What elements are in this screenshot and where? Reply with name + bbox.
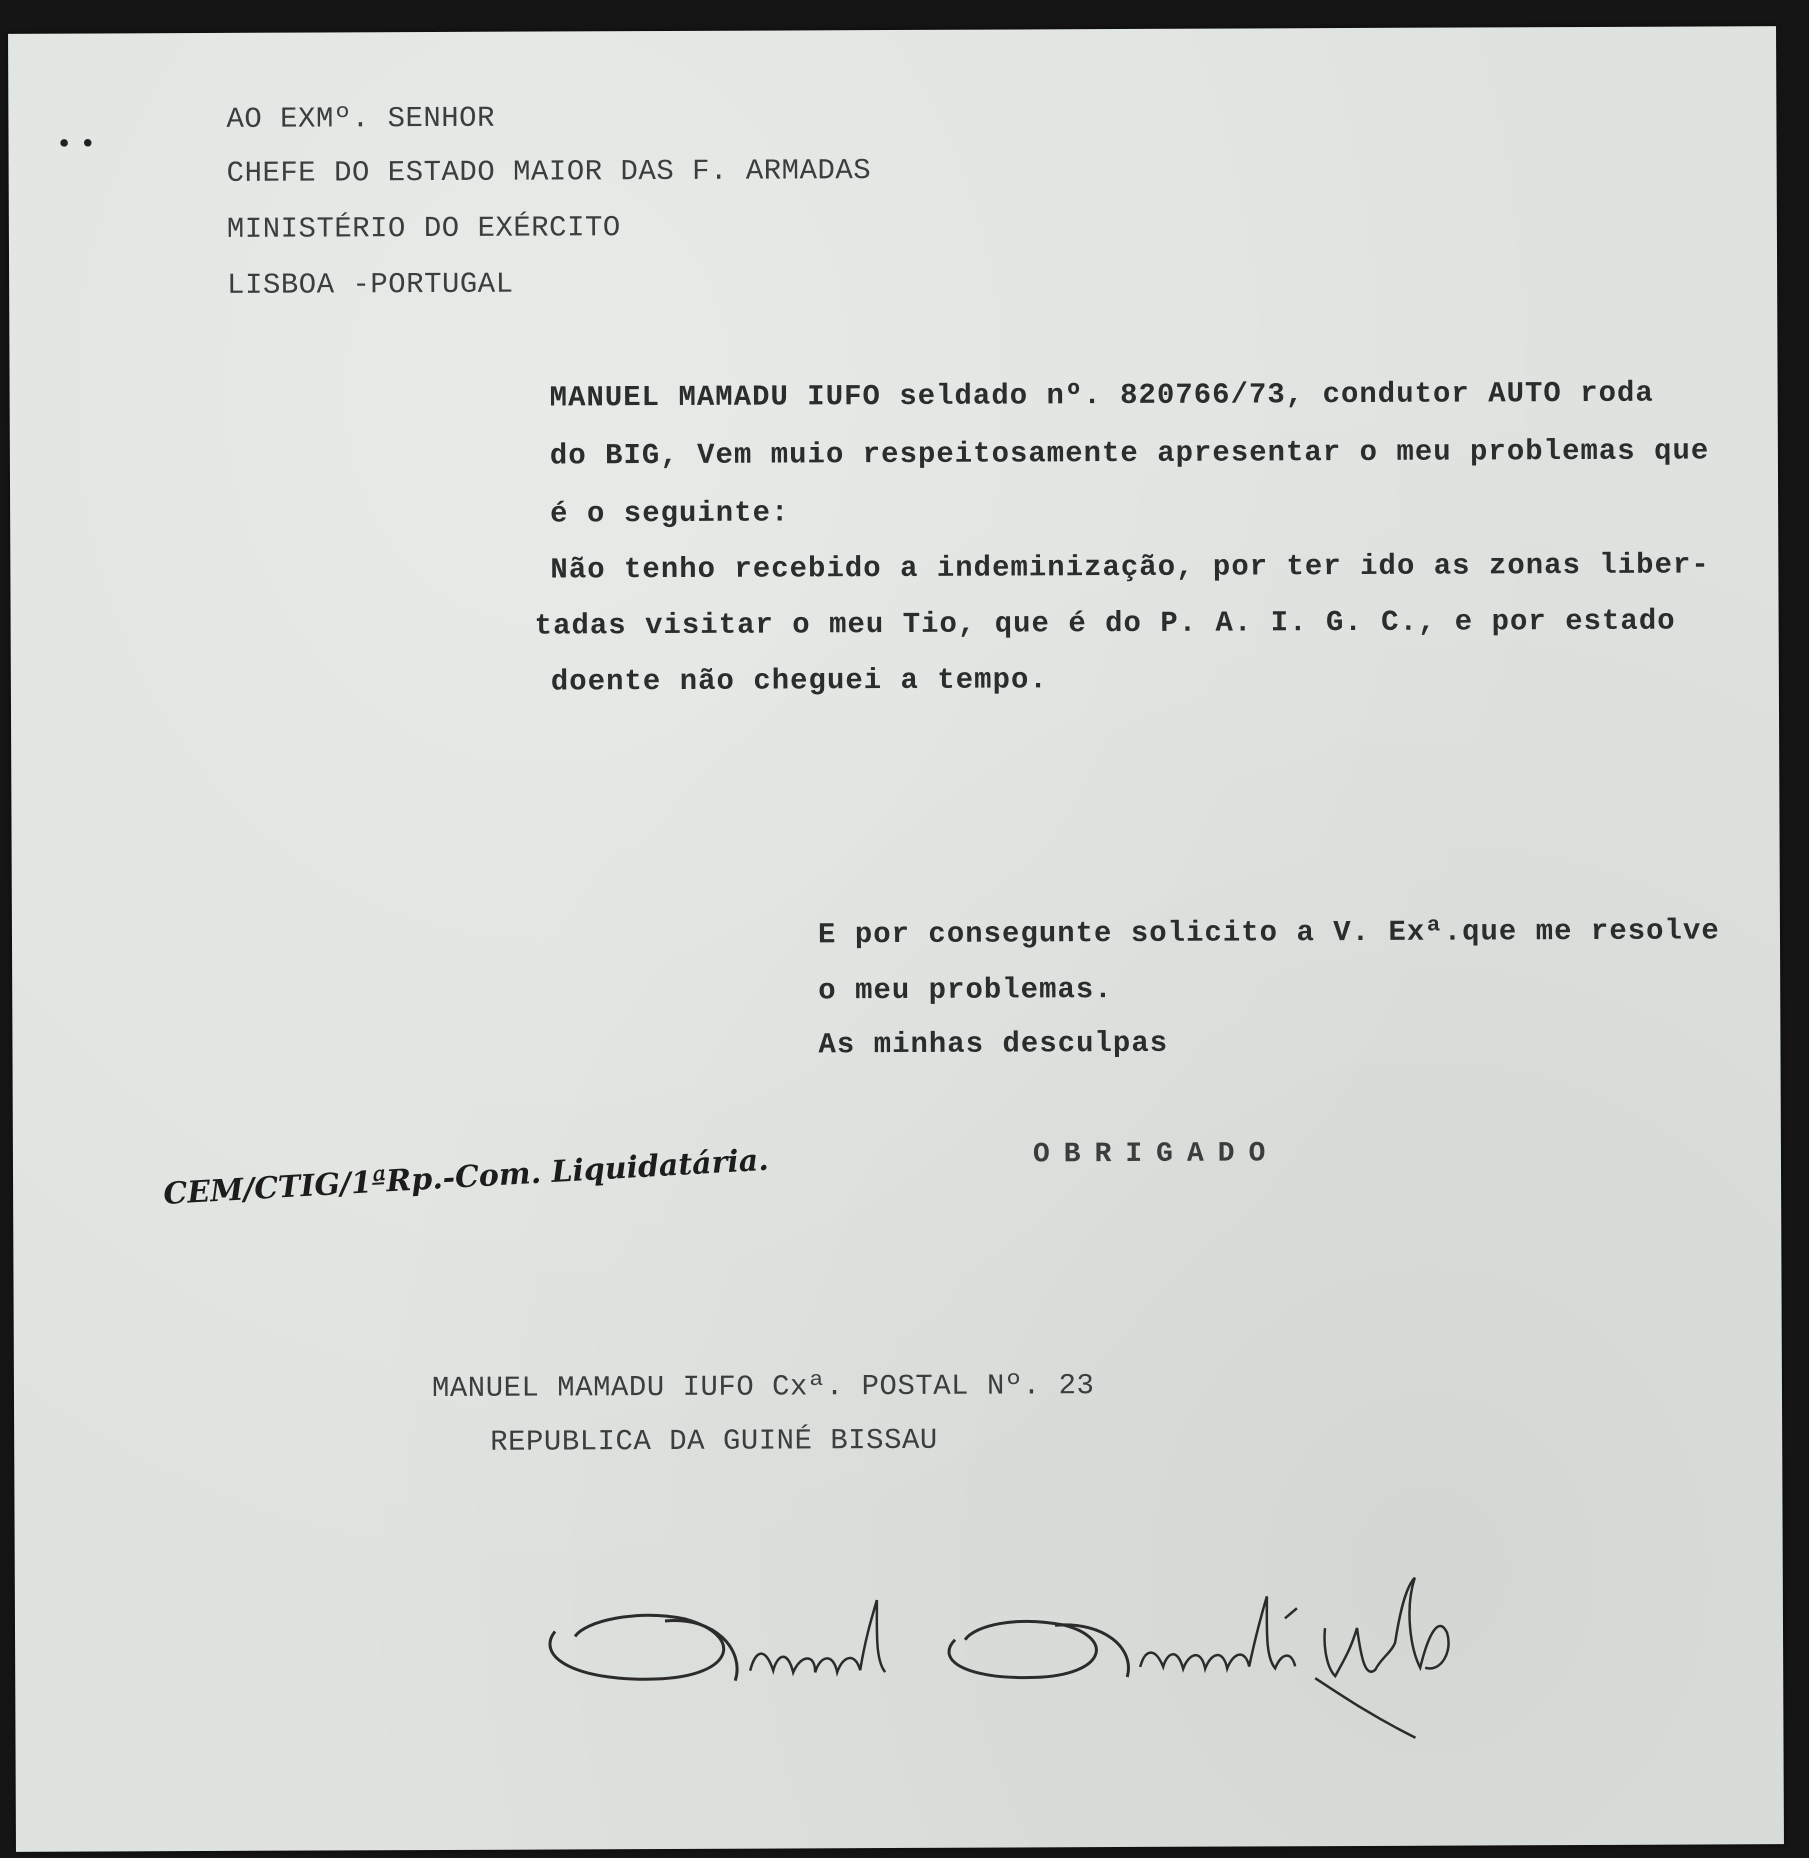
paper-sheet	[8, 26, 1784, 1852]
body-line-3: é o seguinte:	[550, 496, 790, 531]
closing-line-2: o meu problemas.	[818, 973, 1113, 1008]
margin-marks: • •	[56, 129, 96, 160]
address-line-4: LISBOA -PORTUGAL	[227, 267, 514, 302]
handwritten-annotation: CEM/CTIG/1ªRp.-Com. Liquidatária.	[162, 1142, 770, 1213]
signature-image	[515, 1557, 1496, 1751]
address-line-2: CHEFE DO ESTADO MAIOR DAS F. ARMADAS	[226, 154, 872, 190]
footer-line-1: MANUEL MAMADU IUFO Cxª. POSTAL Nº. 23	[431, 1369, 1095, 1406]
body-line-5: tadas visitar o meu Tio, que é do P. A. I. G. C., e por estado	[534, 604, 1676, 643]
address-line-3: MINISTÉRIO DO EXÉRCITO	[226, 211, 621, 246]
closing-line-3: As minhas desculpas	[818, 1026, 1169, 1062]
closing-line-1: E por consegunte solicito a V. Exª.que me resolve	[817, 914, 1720, 952]
body-line-4: Não tenho recebido a indeminização, por ter ido as zonas liber-	[550, 548, 1710, 587]
address-line-1: AO EXMº. SENHOR	[226, 101, 496, 136]
thanks-text: OBRIGADO	[1032, 1138, 1280, 1171]
body-line-1: MANUEL MAMADU IUFO seldado nº. 820766/73, condutor AUTO roda	[549, 376, 1654, 415]
body-line-2: do BIG, Vem muio respeitosamente apresentar o meu problemas que	[549, 434, 1710, 473]
footer-line-2: REPUBLICA DA GUINÉ BISSAU	[490, 1423, 938, 1459]
body-line-6: doente não cheguei a tempo.	[550, 663, 1048, 699]
